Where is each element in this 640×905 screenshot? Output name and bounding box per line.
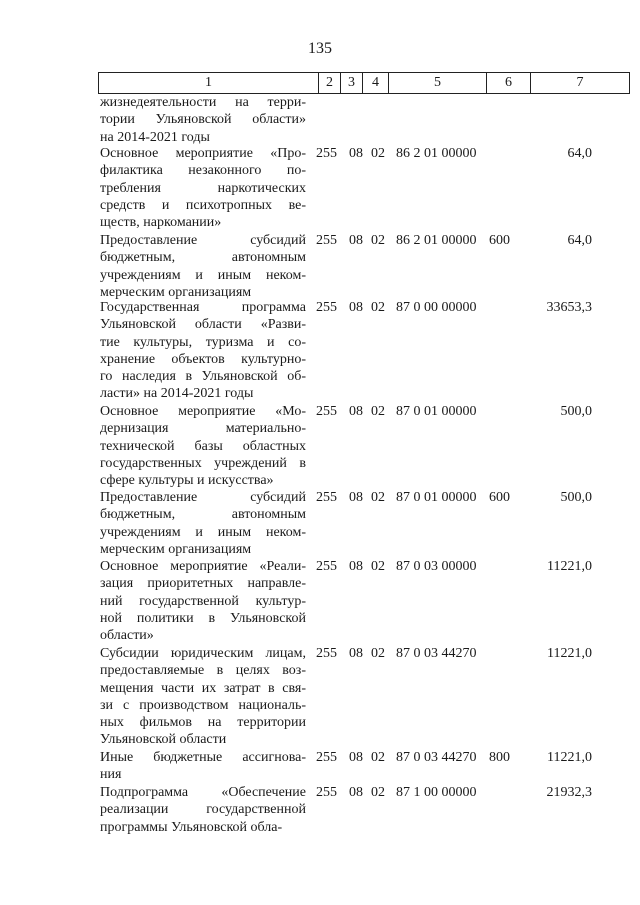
page-number: 135 xyxy=(308,40,332,57)
ministry-code: 255 xyxy=(316,646,337,661)
description-line: Предоставление субсидий xyxy=(100,233,306,248)
description-line: Предоставление субсидий xyxy=(100,490,306,505)
subsection-code: 02 xyxy=(371,646,385,661)
amount: 64,0 xyxy=(567,146,592,161)
description-line: жизнедеятельности на терри- xyxy=(100,95,306,110)
header-col-1: 1 xyxy=(98,73,318,93)
description-line: средств и психотропных ве- xyxy=(100,197,306,213)
description-line: на 2014-2021 годы xyxy=(100,129,210,145)
description-line: сфере культуры и искусства» xyxy=(100,473,274,489)
description-line: Основное мероприятие «Реали- xyxy=(100,559,306,574)
amount: 11221,0 xyxy=(547,646,592,661)
subsection-code: 02 xyxy=(371,490,385,505)
row-description xyxy=(100,232,306,301)
header-col-7: 7 xyxy=(530,73,630,93)
description-line: требления наркотических xyxy=(100,180,306,196)
subsection-code: 02 xyxy=(371,559,385,574)
amount: 11221,0 xyxy=(547,750,592,765)
description-line: бюджетным, автономным xyxy=(100,250,306,266)
header-col-4: 4 xyxy=(362,73,388,93)
section-code: 08 xyxy=(349,233,363,248)
header-col-2: 2 xyxy=(318,73,340,93)
ministry-code: 255 xyxy=(316,750,337,765)
section-code: 08 xyxy=(349,785,363,800)
subsection-code: 02 xyxy=(371,233,385,248)
description-line: Основное мероприятие «Про- xyxy=(100,146,306,161)
ministry-code: 255 xyxy=(316,233,337,248)
header-col-5: 5 xyxy=(388,73,486,93)
expense-type-code: 600 xyxy=(489,490,510,505)
description-line: мерческим организациям xyxy=(100,284,252,300)
target-article-code: 86 2 01 00000 xyxy=(396,146,477,161)
table-header xyxy=(98,72,630,94)
subsection-code: 02 xyxy=(371,404,385,419)
row-description xyxy=(100,403,306,489)
row-description xyxy=(100,94,306,146)
description-line: программы Ульяновской обла- xyxy=(100,819,283,835)
description-line: Иные бюджетные ассигнова- xyxy=(100,750,306,765)
ministry-code: 255 xyxy=(316,490,337,505)
description-line: ния xyxy=(100,767,122,783)
subsection-code: 02 xyxy=(371,300,385,315)
description-line: Государственная программа xyxy=(100,300,306,315)
row-description xyxy=(100,145,306,231)
ministry-code: 255 xyxy=(316,559,337,574)
target-article-code: 87 0 00 00000 xyxy=(396,300,477,315)
amount: 64,0 xyxy=(567,233,592,248)
section-code: 08 xyxy=(349,750,363,765)
description-line: технической базы областных xyxy=(100,438,306,454)
description-line: Субсидии юридическим лицам, xyxy=(100,646,306,661)
section-code: 08 xyxy=(349,404,363,419)
target-article-code: 87 0 03 44270 xyxy=(396,646,477,661)
description-line: ласти» на 2014-2021 годы xyxy=(100,386,254,402)
target-article-code: 87 0 01 00000 xyxy=(396,490,477,505)
row-description xyxy=(100,749,306,784)
amount: 500,0 xyxy=(560,404,592,419)
description-line: тории Ульяновской области» xyxy=(100,112,306,128)
description-line: Подпрограмма «Обеспечение xyxy=(100,785,306,800)
description-line: мещения части их затрат в свя- xyxy=(100,680,306,696)
description-line: зация приоритетных направле- xyxy=(100,576,306,592)
section-code: 08 xyxy=(349,490,363,505)
description-line: мерческим организациям xyxy=(100,541,252,557)
header-col-3: 3 xyxy=(340,73,362,93)
description-line: Ульяновской области «Разви- xyxy=(100,317,306,333)
description-line: ществ, наркомании» xyxy=(100,215,222,231)
ministry-code: 255 xyxy=(316,404,337,419)
subsection-code: 02 xyxy=(371,146,385,161)
ministry-code: 255 xyxy=(316,300,337,315)
description-line: Ульяновской области xyxy=(100,732,227,748)
expense-type-code: 800 xyxy=(489,750,510,765)
subsection-code: 02 xyxy=(371,750,385,765)
description-line: государственных учреждений в xyxy=(100,455,306,471)
target-article-code: 86 2 01 00000 xyxy=(396,233,477,248)
amount: 11221,0 xyxy=(547,559,592,574)
description-line: области» xyxy=(100,628,154,644)
subsection-code: 02 xyxy=(371,785,385,800)
description-line: хранение объектов культурно- xyxy=(100,351,306,367)
description-line: учреждениям и иным неком- xyxy=(100,267,306,283)
description-line: реализации государственной xyxy=(100,802,306,818)
row-description xyxy=(100,558,306,644)
description-line: зи с производством националь- xyxy=(100,697,306,713)
target-article-code: 87 0 01 00000 xyxy=(396,404,477,419)
amount: 33653,3 xyxy=(546,300,592,315)
description-line: филактика незаконного по- xyxy=(100,163,306,179)
row-description xyxy=(100,645,306,749)
description-line: Основное мероприятие «Мо- xyxy=(100,404,306,419)
section-code: 08 xyxy=(349,559,363,574)
description-line: предоставляемые в целях воз- xyxy=(100,663,306,679)
description-line: го наследия в Ульяновской об- xyxy=(100,369,306,385)
description-line: тие культуры, туризма и со- xyxy=(100,334,306,350)
description-line: дернизация материально- xyxy=(100,421,306,437)
expense-type-code: 600 xyxy=(489,233,510,248)
description-line: бюджетным, автономным xyxy=(100,507,306,523)
amount: 500,0 xyxy=(560,490,592,505)
description-line: ной политики в Ульяновской xyxy=(100,610,306,626)
description-line: учреждениям и иным неком- xyxy=(100,524,306,540)
ministry-code: 255 xyxy=(316,785,337,800)
row-description xyxy=(100,489,306,558)
description-line: ний государственной культур- xyxy=(100,593,306,609)
ministry-code: 255 xyxy=(316,146,337,161)
target-article-code: 87 0 03 44270 xyxy=(396,750,477,765)
section-code: 08 xyxy=(349,146,363,161)
target-article-code: 87 0 03 00000 xyxy=(396,559,477,574)
row-description xyxy=(100,299,306,403)
amount: 21932,3 xyxy=(546,785,592,800)
header-col-6: 6 xyxy=(486,73,530,93)
description-line: ных фильмов на территории xyxy=(100,715,306,731)
target-article-code: 87 1 00 00000 xyxy=(396,785,477,800)
section-code: 08 xyxy=(349,646,363,661)
section-code: 08 xyxy=(349,300,363,315)
row-description xyxy=(100,784,306,836)
